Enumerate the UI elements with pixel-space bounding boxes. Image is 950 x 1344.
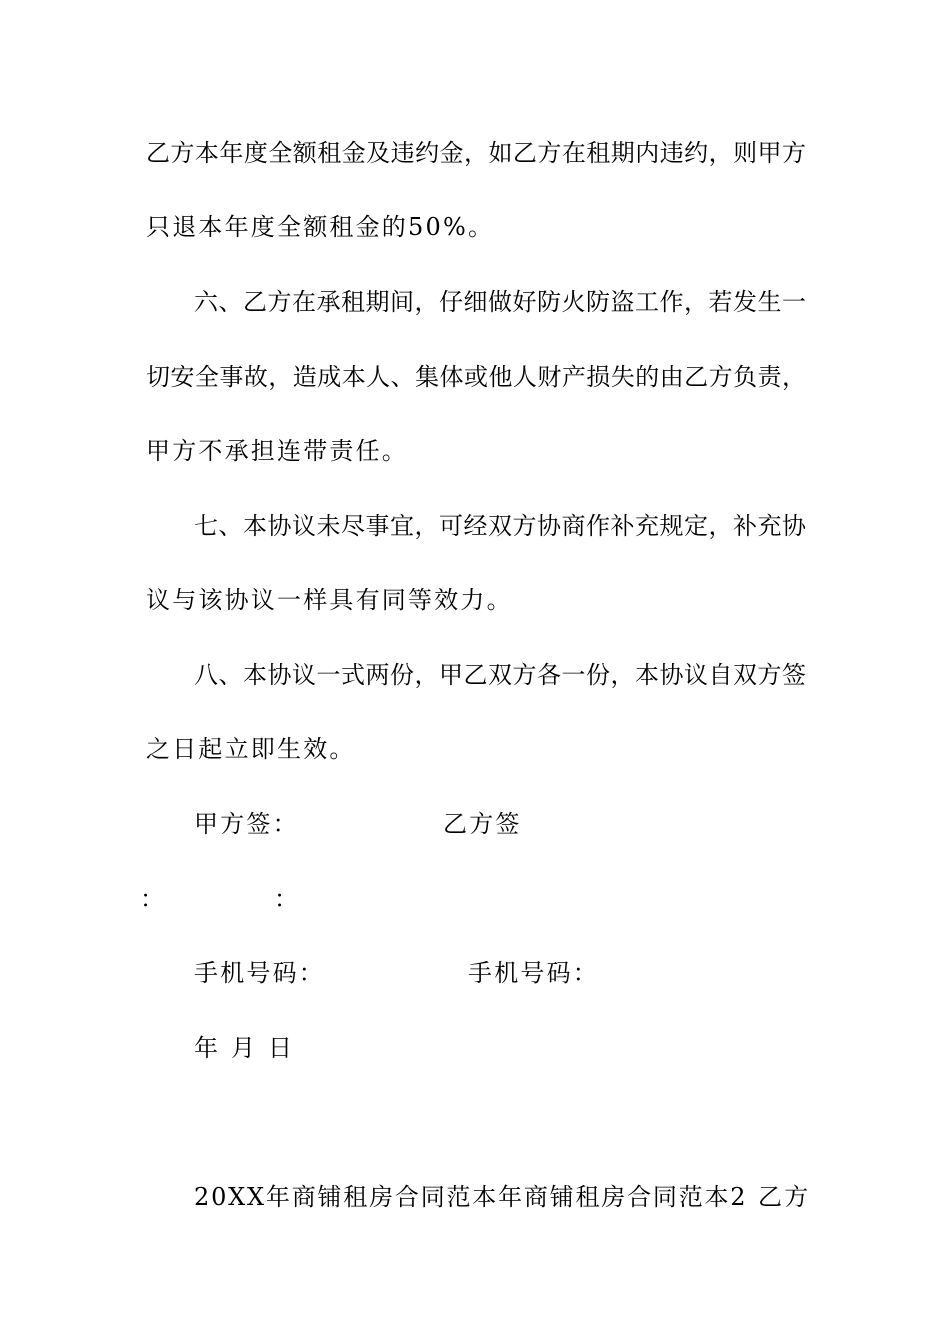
paragraph-8-line-1: 八、本协议一式两份，甲乙双方各一份，本协议自双方签 bbox=[194, 661, 806, 689]
party-b-phone-label: 手机号码： bbox=[468, 959, 599, 987]
next-section-trailing-text: 乙方 bbox=[758, 1183, 811, 1211]
date-day: 日 bbox=[268, 1034, 295, 1062]
party-a-phone-label: 手机号码： bbox=[194, 959, 325, 987]
paragraph-6-line-1: 六、乙方在承租期间，仔细做好防火防盗工作，若发生一 bbox=[194, 288, 806, 316]
party-b-signature-label: 乙方签 bbox=[443, 810, 522, 838]
next-section-title: 20XX年商铺租房合同范本年商铺租房合同范本2 bbox=[194, 1183, 748, 1211]
paragraph-8-line-2: 之日起立即生效。 bbox=[146, 735, 356, 763]
paragraph-6-line-2: 切安全事故，造成本人、集体或他人财产损失的由乙方负责， bbox=[146, 363, 806, 391]
paragraph-7-line-2: 议与该协议一样具有同等效力。 bbox=[146, 586, 513, 614]
date-year: 年 bbox=[194, 1034, 221, 1062]
paragraph-6-line-3: 甲方不承担连带责任。 bbox=[146, 437, 408, 465]
paragraph-5-line-1: 乙方本年度全额租金及违约金，如乙方在租期内违约，则甲方 bbox=[146, 139, 806, 167]
party-b-colon: ： bbox=[274, 885, 301, 913]
date-month: 月 bbox=[231, 1034, 258, 1062]
paragraph-7-line-1: 七、本协议未尽事宜，可经双方协商作补充规定，补充协 bbox=[194, 512, 806, 540]
party-a-colon: ： bbox=[140, 885, 167, 913]
party-a-signature-label: 甲方签： bbox=[194, 810, 299, 838]
paragraph-5-line-2: 只退本年度全额租金的50%。 bbox=[146, 213, 495, 241]
